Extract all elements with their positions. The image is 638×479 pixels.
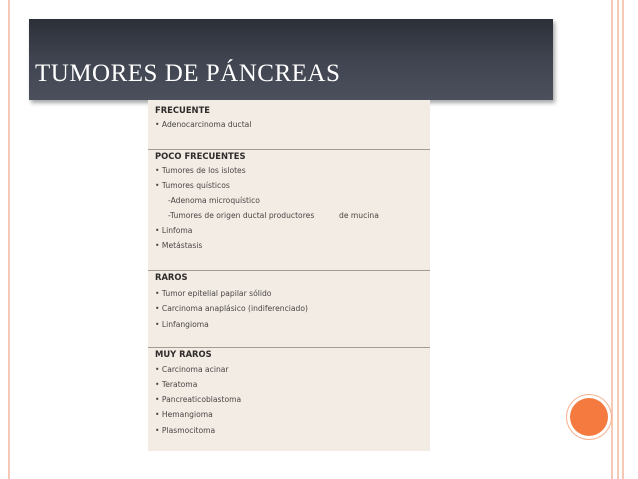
list-item: • Tumores quísticos — [155, 181, 230, 190]
list-item: • Hemangioma — [155, 410, 213, 419]
section-header: FRECUENTE — [155, 105, 211, 115]
list-item: • Carcinoma anaplásico (indiferenciado) — [155, 304, 308, 313]
list-item: • Teratoma — [155, 380, 198, 389]
right-border-line — [611, 0, 613, 479]
section-header: MUY RAROS — [148, 347, 430, 359]
list-item: • Plasmocitoma — [155, 426, 216, 435]
list-item: • Pancreaticoblastoma — [155, 395, 242, 404]
list-item: • Tumor epitelial papilar sólido — [155, 289, 272, 298]
list-item-continuation: de mucina — [339, 211, 379, 220]
right-border-line — [622, 0, 624, 479]
list-item: • Linfangioma — [155, 320, 209, 329]
tumor-classification-table — [148, 100, 430, 451]
list-item: • Metástasis — [155, 241, 203, 250]
slide-title: TUMORES DE PÁNCREAS — [35, 60, 341, 87]
list-item: • Carcinoma acinar — [155, 365, 229, 374]
section-header: RAROS — [148, 270, 430, 282]
section-header: POCO FRECUENTES — [148, 149, 430, 161]
list-item: • Adenocarcinoma ductal — [155, 120, 252, 129]
decorative-circle — [570, 398, 608, 436]
right-border-line — [617, 0, 619, 479]
left-border-line — [8, 0, 10, 479]
list-item: -Adenoma microquístico — [168, 196, 260, 205]
list-item: • Linfoma — [155, 226, 193, 235]
list-item: • Tumores de los islotes — [155, 166, 246, 175]
list-item: -Tumores de origen ductal productores — [168, 211, 315, 220]
